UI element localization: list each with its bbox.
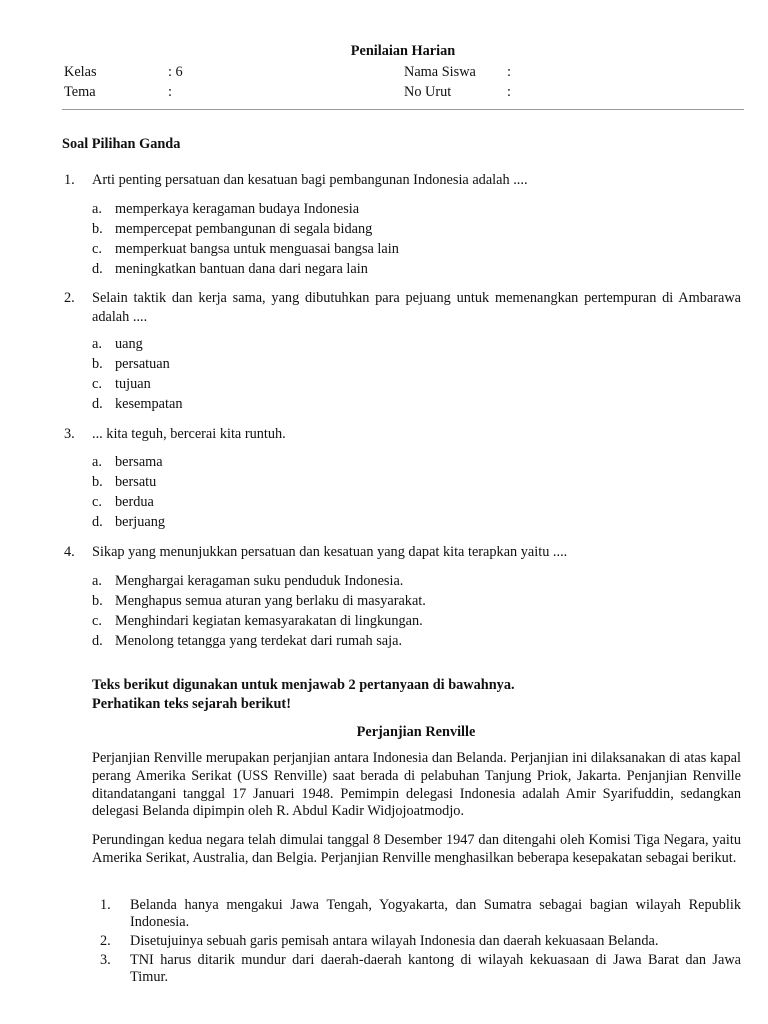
option-letter: b. <box>92 593 103 609</box>
passage-instructions <box>92 676 515 714</box>
option-text: berjuang <box>115 514 166 530</box>
passage-title: Perjanjian Renville <box>356 724 476 740</box>
list-number: 3. <box>100 952 111 968</box>
option-text: persatuan <box>115 356 170 372</box>
option-letter: c. <box>92 376 102 392</box>
list-number: 2. <box>100 933 111 949</box>
option-a[interactable] <box>92 453 732 473</box>
question-1-options <box>92 200 732 280</box>
question-4 <box>64 543 741 562</box>
option-text: meningkatkan bantuan dana dari negara lain <box>115 261 368 277</box>
question-number: 3. <box>64 426 75 442</box>
option-d[interactable] <box>92 513 732 533</box>
option-a[interactable] <box>92 572 732 592</box>
option-letter: c. <box>92 494 102 510</box>
option-b[interactable] <box>92 220 732 240</box>
option-text: Menghindari kegiatan kemasyarakatan di lingkungan. <box>115 613 423 629</box>
option-c[interactable] <box>92 493 732 513</box>
question-number: 1. <box>64 172 75 188</box>
option-letter: a. <box>92 201 102 217</box>
passage-paragraph-1: Perjanjian Renville merupakan perjanjian antara Indonesia dan Belanda. Perjanjian ini dilaksanakan di atas kapal perang Amerika Serikat (USS Renville) saat berada di pelabuhan Tanjung Priok, Jakarta. Penjanjian Renville ditandatangani tanggal 17 Januari 1948. Pemimpin delegasi Indonesia adalah Amir Syarifuddin, sedangkan delegasi Belanda dipimpin oleh R. Abdul Kadir Widjojoatmodjo. <box>92 750 741 820</box>
option-text: kesempatan <box>115 396 183 412</box>
list-number: 1. <box>100 897 111 913</box>
option-letter: d. <box>92 261 103 277</box>
option-d[interactable] <box>92 632 732 652</box>
tema-label: Tema <box>64 84 96 100</box>
option-text: memperkaya keragaman budaya Indonesia <box>115 201 360 217</box>
option-a[interactable] <box>92 200 732 220</box>
option-letter: d. <box>92 633 103 649</box>
option-b[interactable] <box>92 592 732 612</box>
option-letter: b. <box>92 221 103 237</box>
option-letter: a. <box>92 336 102 352</box>
instruction-line: Perhatikan teks sejarah berikut! <box>92 696 291 712</box>
kelas-value: : 6 <box>168 64 183 80</box>
passage-paragraph-2: Perundingan kedua negara telah dimulai tanggal 8 Desember 1947 dan ditengahi oleh Komisi Tiga Negara, yaitu Amerika Serikat, Australia, dan Belgia. Perjanjian Renville menghasilkan beberapa kesepakatan sebagai berikut. <box>92 832 741 866</box>
tema-value: : <box>168 84 172 100</box>
question-2 <box>64 289 741 327</box>
option-a[interactable] <box>92 335 732 355</box>
option-c[interactable] <box>92 240 732 260</box>
no-urut-label: No Urut <box>404 84 452 100</box>
section-title: Soal Pilihan Ganda <box>62 136 181 152</box>
option-text: Menghargai keragaman suku penduduk Indonesia. <box>115 573 404 589</box>
nama-siswa-label: Nama Siswa <box>404 64 476 80</box>
option-letter: c. <box>92 241 102 257</box>
question-3 <box>64 425 741 444</box>
option-letter: b. <box>92 474 103 490</box>
option-b[interactable] <box>92 355 732 375</box>
question-3-options <box>92 453 732 533</box>
question-number: 4. <box>64 544 75 560</box>
option-letter: d. <box>92 396 103 412</box>
option-letter: c. <box>92 613 102 629</box>
question-text: Sikap yang menunjukkan persatuan dan kesatuan yang dapat kita terapkan yaitu .... <box>92 544 568 560</box>
question-text: Arti penting persatuan dan kesatuan bagi pembangunan Indonesia adalah .... <box>92 172 528 188</box>
option-c[interactable] <box>92 612 732 632</box>
option-text: memperkuat bangsa untuk menguasai bangsa lain <box>115 241 399 257</box>
option-text: uang <box>115 336 143 352</box>
agreement-list <box>100 897 741 988</box>
instruction-line: Teks berikut digunakan untuk menjawab 2 pertanyaan di bawahnya. <box>92 677 515 693</box>
option-text: mempercepat pembangunan di segala bidang <box>115 221 373 237</box>
list-text: TNI harus ditarik mundur dari daerah-daerah kantong di wilayah kekuasaan di Jawa Barat dan Jawa Timur. <box>130 952 741 985</box>
option-d[interactable] <box>92 395 732 415</box>
question-1 <box>64 171 741 190</box>
option-text: Menolong tetangga yang terdekat dari rumah saja. <box>115 633 403 649</box>
question-4-options <box>92 572 732 652</box>
option-text: berdua <box>115 494 154 510</box>
no-urut-value: : <box>507 84 511 100</box>
option-c[interactable] <box>92 375 732 395</box>
list-item <box>100 897 741 931</box>
option-b[interactable] <box>92 473 732 493</box>
option-d[interactable] <box>92 260 732 280</box>
question-text: ... kita teguh, bercerai kita runtuh. <box>92 426 286 442</box>
option-text: bersatu <box>115 474 157 490</box>
list-text: Belanda hanya mengakui Jawa Tengah, Yogyakarta, dan Sumatra sebagai bagian wilayah Republik Indonesia. <box>130 897 741 930</box>
question-number: 2. <box>64 290 75 306</box>
option-text: tujuan <box>115 376 151 392</box>
list-text: Disetujuinya sebuah garis pemisah antara wilayah Indonesia dan daerah kekuasaan Belanda. <box>130 933 659 949</box>
option-text: Menghapus semua aturan yang berlaku di masyarakat. <box>115 593 426 609</box>
option-letter: a. <box>92 573 102 589</box>
option-letter: a. <box>92 454 102 470</box>
page-title: Penilaian Harian <box>350 43 456 59</box>
option-text: bersama <box>115 454 163 470</box>
option-letter: d. <box>92 514 103 530</box>
list-item <box>100 952 741 986</box>
question-text: Selain taktik dan kerja sama, yang dibutuhkan para pejuang untuk memenangkan pertempuran di Ambarawa adalah .... <box>92 290 741 325</box>
nama-siswa-value: : <box>507 64 511 80</box>
kelas-label: Kelas <box>64 64 97 80</box>
option-letter: b. <box>92 356 103 372</box>
list-item <box>100 933 741 950</box>
header-divider <box>62 109 744 110</box>
question-2-options <box>92 335 732 415</box>
